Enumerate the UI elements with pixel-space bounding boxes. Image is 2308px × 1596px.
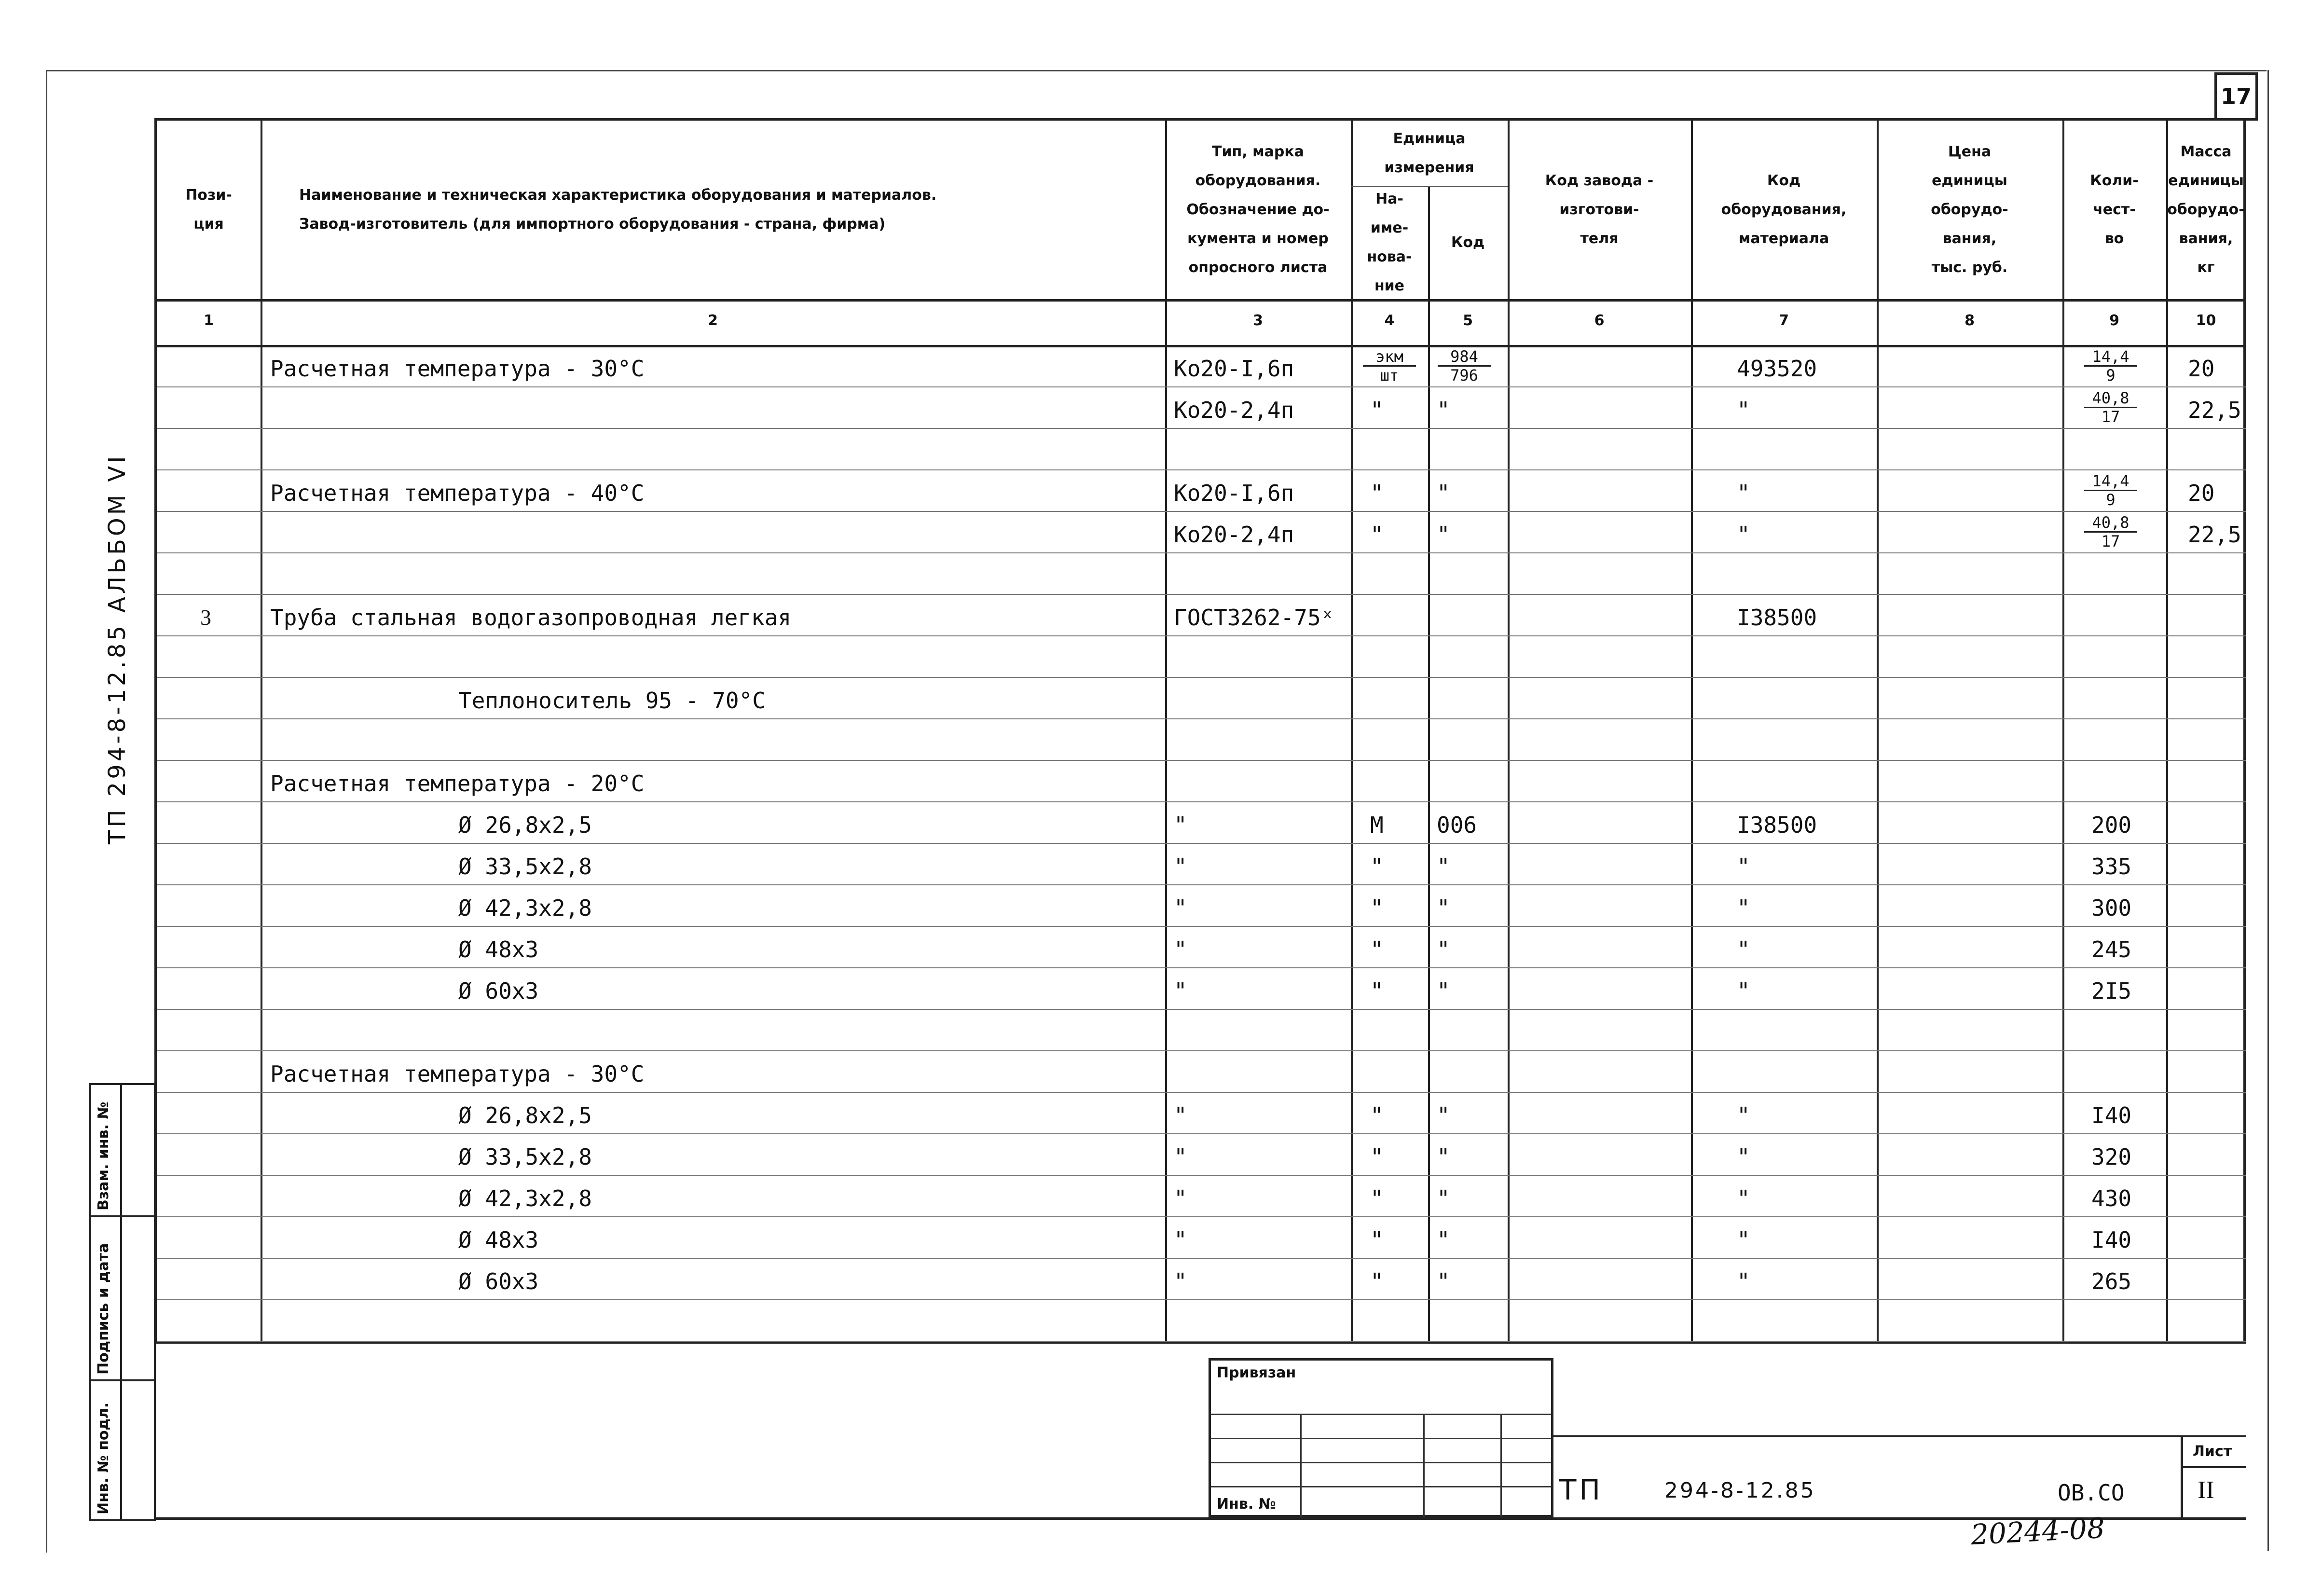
cell-code: " bbox=[1737, 397, 1750, 423]
cell-mass: 20 bbox=[2188, 356, 2215, 382]
cell-qty: I40 bbox=[2091, 1227, 2132, 1253]
cell-unit_name: " bbox=[1370, 397, 1384, 423]
cell-pos: 3 bbox=[200, 605, 211, 630]
cell-unit_code: " bbox=[1437, 480, 1450, 506]
cell-name: Теплоноситель 95 - 70°C bbox=[458, 688, 766, 714]
cell-qty: 265 bbox=[2091, 1268, 2132, 1294]
fraction-denominator: 17 bbox=[2101, 408, 2120, 426]
header-c6: Код завода - изготови- теля bbox=[1545, 172, 1654, 247]
cell-code: 493520 bbox=[1737, 356, 1817, 382]
cell-mass: 22,5 bbox=[2188, 397, 2241, 423]
cell-type: " bbox=[1174, 853, 1187, 880]
cell-qty: 320 bbox=[2091, 1144, 2132, 1170]
cell-name: Расчетная температура - 20°C bbox=[270, 770, 645, 797]
cell-qty_frac bbox=[2084, 348, 2137, 384]
fraction-denominator: 17 bbox=[2101, 532, 2120, 550]
fraction-numerator: 40,8 bbox=[2084, 389, 2137, 408]
header-c10: Масса единицы оборудо- вания, кг bbox=[2167, 143, 2245, 276]
fraction-numerator: 984 bbox=[1438, 348, 1491, 367]
cell-code: " bbox=[1737, 853, 1750, 880]
cell-qty: 2I5 bbox=[2091, 978, 2132, 1004]
cell-unit_code: " bbox=[1437, 1144, 1450, 1170]
cell-code: " bbox=[1737, 1227, 1750, 1253]
table-row bbox=[157, 926, 2246, 967]
table-row bbox=[157, 760, 2246, 801]
table-row bbox=[157, 1299, 2246, 1341]
table-row bbox=[157, 843, 2246, 884]
cell-unit_code: " bbox=[1437, 895, 1450, 921]
cell-unit_code: " bbox=[1437, 522, 1450, 548]
cell-code: " bbox=[1737, 978, 1750, 1004]
fraction-numerator: 14,4 bbox=[2084, 472, 2137, 491]
header-c2: Наименование и техническая характеристика оборудования и материалов. Завод-изготовитель (для импортного оборудования - страна, фирма) bbox=[299, 187, 937, 233]
inv-orig-label: Инв. № подл. bbox=[95, 1402, 112, 1514]
table-row bbox=[157, 967, 2246, 1009]
cell-name: Ø 26,8x2,5 bbox=[458, 1102, 592, 1128]
cell-unit_name: " bbox=[1370, 978, 1384, 1004]
cell-type: " bbox=[1174, 1185, 1187, 1211]
title-block bbox=[1553, 1435, 2246, 1519]
table-row bbox=[157, 511, 2246, 552]
cell-type: Ко20-I,6п bbox=[1174, 480, 1294, 506]
column-number-6: 6 bbox=[1594, 312, 1605, 329]
sheet-label: Лист bbox=[2193, 1443, 2232, 1460]
cell-type: " bbox=[1174, 1102, 1187, 1128]
sign-date-label: Подпись и дата bbox=[95, 1243, 112, 1375]
table-row bbox=[157, 428, 2246, 469]
cell-name: Ø 42,3x2,8 bbox=[458, 895, 592, 921]
cell-unit_code: " bbox=[1437, 1268, 1450, 1294]
table-row bbox=[157, 594, 2246, 635]
cell-type: " bbox=[1174, 895, 1187, 921]
bottom-border bbox=[154, 1517, 2246, 1520]
table-row bbox=[157, 1092, 2246, 1133]
album-label: ТП 294-8-12.85 АЛЬБОМ VI bbox=[104, 453, 131, 844]
table-row bbox=[157, 635, 2246, 677]
cell-type: Ко20-2,4п bbox=[1174, 522, 1294, 548]
cell-code: " bbox=[1737, 936, 1750, 963]
title-prefix: ТП bbox=[1559, 1473, 1604, 1506]
cell-unit_code: " bbox=[1437, 1185, 1450, 1211]
cell-name: Труба стальная водогазопроводная легкая bbox=[270, 605, 792, 631]
cell-qty: 335 bbox=[2091, 853, 2132, 880]
cell-code: I38500 bbox=[1737, 605, 1817, 631]
cell-unit_name: " bbox=[1370, 936, 1384, 963]
cell-name: Ø 60x3 bbox=[458, 1268, 539, 1294]
table-row bbox=[157, 345, 2246, 386]
header-c8: Цена единицы оборудо- вания, тыс. руб. bbox=[1931, 143, 2008, 276]
inv-label: Инв. № bbox=[1217, 1496, 1276, 1513]
cell-unit_code: " bbox=[1437, 1227, 1450, 1253]
cell-unit_name: " bbox=[1370, 1144, 1384, 1170]
table-row bbox=[157, 1216, 2246, 1258]
bound-label: Привязан bbox=[1217, 1364, 1296, 1381]
cell-mass: 20 bbox=[2188, 480, 2215, 506]
table-row bbox=[157, 552, 2246, 594]
cell-type: " bbox=[1174, 936, 1187, 963]
cell-type: ГОСТ3262-75ˣ bbox=[1174, 605, 1334, 631]
cell-type: " bbox=[1174, 1268, 1187, 1294]
table-row bbox=[157, 1050, 2246, 1092]
cell-unit_name: " bbox=[1370, 1268, 1384, 1294]
sheet-value: II bbox=[2198, 1476, 2214, 1504]
handwritten-number: 20244-08 bbox=[1970, 1511, 2106, 1552]
header-c4: На- име- нова- ние bbox=[1367, 190, 1412, 294]
fraction-denominator: 796 bbox=[1450, 366, 1478, 385]
cell-name: Расчетная температура - 30°C bbox=[270, 1061, 645, 1087]
table-row bbox=[157, 1258, 2246, 1299]
cell-code: " bbox=[1737, 895, 1750, 921]
cell-code: " bbox=[1737, 480, 1750, 506]
cell-unit_code_frac bbox=[1438, 348, 1491, 384]
cell-qty_frac bbox=[2084, 389, 2137, 426]
cell-unit_name: " bbox=[1370, 522, 1384, 548]
table-row bbox=[157, 1009, 2246, 1050]
column-number-1: 1 bbox=[204, 312, 214, 329]
table-row bbox=[157, 1175, 2246, 1216]
header-c45: Единица измерения bbox=[1384, 130, 1474, 176]
cell-code: " bbox=[1737, 522, 1750, 548]
column-number-10: 10 bbox=[2196, 312, 2216, 329]
cell-name: Ø 33,5x2,8 bbox=[458, 1144, 592, 1170]
cell-unit_code: " bbox=[1437, 853, 1450, 880]
cell-code: " bbox=[1737, 1144, 1750, 1170]
column-number-3: 3 bbox=[1253, 312, 1263, 329]
table-row bbox=[157, 386, 2246, 428]
fraction-denominator: шт bbox=[1380, 366, 1399, 385]
column-number-9: 9 bbox=[2109, 312, 2119, 329]
cell-unit_name_frac bbox=[1363, 348, 1416, 384]
table-row bbox=[157, 801, 2246, 843]
cell-name: Ø 48x3 bbox=[458, 936, 539, 963]
cell-qty: 245 bbox=[2091, 936, 2132, 963]
title-doc: ОВ.СО bbox=[2058, 1480, 2125, 1506]
inventory-sidebar bbox=[89, 1083, 156, 1521]
cell-code: " bbox=[1737, 1102, 1750, 1128]
table-row bbox=[157, 718, 2246, 760]
cell-code: " bbox=[1737, 1185, 1750, 1211]
cell-type: Ко20-I,6п bbox=[1174, 356, 1294, 382]
cell-name: Ø 48x3 bbox=[458, 1227, 539, 1253]
sheet-number: 17 bbox=[2214, 72, 2258, 121]
cell-unit_code: 006 bbox=[1437, 812, 1477, 838]
cell-name: Расчетная температура - 30°C bbox=[270, 356, 645, 382]
replace-inv-label: Взам. инв. № bbox=[95, 1101, 112, 1211]
cell-unit_name: " bbox=[1370, 480, 1384, 506]
cell-mass: 22,5 bbox=[2188, 522, 2241, 548]
table-row bbox=[157, 1133, 2246, 1175]
header-c7: Код оборудования, материала bbox=[1721, 172, 1847, 247]
cell-type: " bbox=[1174, 1227, 1187, 1253]
column-number-7: 7 bbox=[1779, 312, 1789, 329]
cell-unit_code: " bbox=[1437, 978, 1450, 1004]
column-number-5: 5 bbox=[1463, 312, 1473, 329]
cell-unit_name: " bbox=[1370, 1185, 1384, 1211]
header-c5: Код bbox=[1451, 234, 1485, 251]
cell-name: Ø 33,5x2,8 bbox=[458, 853, 592, 880]
cell-qty: I40 bbox=[2091, 1102, 2132, 1128]
cell-name: Расчетная температура - 40°C bbox=[270, 480, 645, 506]
cell-qty_frac bbox=[2084, 514, 2137, 550]
cell-unit_code: " bbox=[1437, 1102, 1450, 1128]
cell-name: Ø 42,3x2,8 bbox=[458, 1185, 592, 1211]
table-row bbox=[157, 677, 2246, 718]
cell-unit_name: " bbox=[1370, 1102, 1384, 1128]
table-row bbox=[157, 469, 2246, 511]
header-c3: Тип, марка оборудования. Обозначение до- кумента и номер опросного листа bbox=[1186, 143, 1330, 276]
column-number-8: 8 bbox=[1965, 312, 1975, 329]
fraction-numerator: экм bbox=[1363, 348, 1416, 367]
cell-qty_frac bbox=[2084, 472, 2137, 509]
fraction-denominator: 9 bbox=[2106, 491, 2116, 509]
cell-qty: 200 bbox=[2091, 812, 2132, 838]
fraction-numerator: 14,4 bbox=[2084, 348, 2137, 367]
cell-unit_code: " bbox=[1437, 397, 1450, 423]
cell-name: Ø 26,8x2,5 bbox=[458, 812, 592, 838]
cell-type: " bbox=[1174, 812, 1187, 838]
fraction-numerator: 40,8 bbox=[2084, 514, 2137, 533]
cell-unit_name: " bbox=[1370, 895, 1384, 921]
cell-unit_name: " bbox=[1370, 853, 1384, 880]
cell-code: I38500 bbox=[1737, 812, 1817, 838]
header-c9: Коли- чест- во bbox=[2090, 172, 2139, 247]
title-code: 294-8-12.85 bbox=[1664, 1478, 1816, 1503]
cell-type: " bbox=[1174, 978, 1187, 1004]
cell-type: " bbox=[1174, 1144, 1187, 1170]
cell-name: Ø 60x3 bbox=[458, 978, 539, 1004]
fraction-denominator: 9 bbox=[2106, 366, 2116, 385]
page-frame-right bbox=[2267, 70, 2269, 1551]
binding-stamp bbox=[1209, 1358, 1553, 1517]
spec-table bbox=[154, 118, 2246, 1344]
cell-unit_name: М bbox=[1370, 812, 1384, 838]
cell-type: Ко20-2,4п bbox=[1174, 397, 1294, 423]
cell-unit_name: " bbox=[1370, 1227, 1384, 1253]
header-c1: Пози- ция bbox=[185, 187, 232, 233]
column-number-2: 2 bbox=[708, 312, 718, 329]
table-row bbox=[157, 884, 2246, 926]
cell-code: " bbox=[1737, 1268, 1750, 1294]
cell-qty: 430 bbox=[2091, 1185, 2132, 1211]
column-number-4: 4 bbox=[1384, 312, 1395, 329]
cell-unit_code: " bbox=[1437, 936, 1450, 963]
cell-qty: 300 bbox=[2091, 895, 2132, 921]
